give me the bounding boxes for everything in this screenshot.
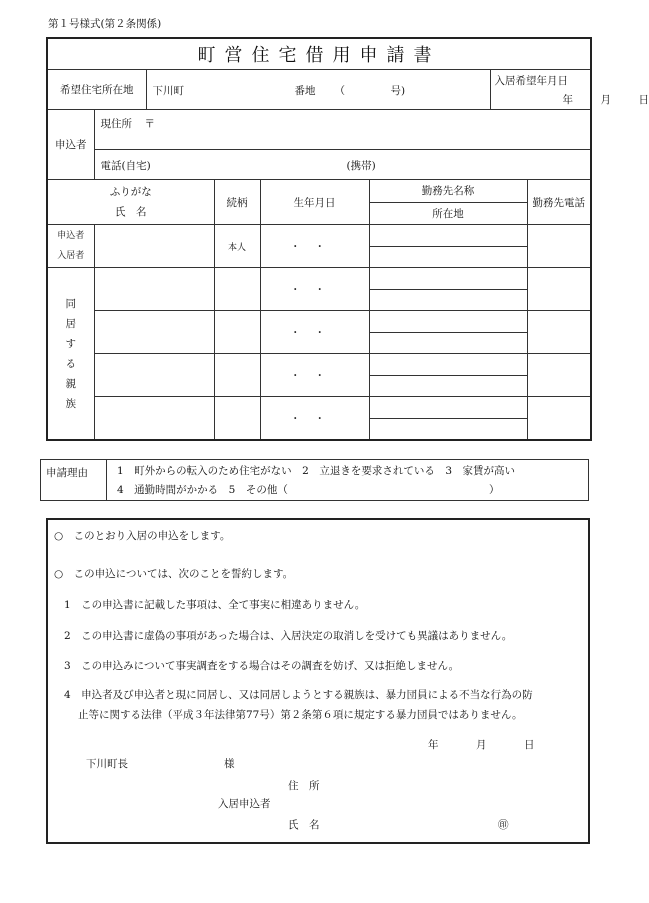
pledge-apply-line: ○ このとおり入居の申込をします。 [54, 530, 231, 542]
home-phone-label: 電話(自宅) [100, 160, 151, 172]
family-birth-date[interactable]: ・・ [260, 268, 369, 311]
workplace-header [369, 180, 527, 225]
reason-line-2: 4 通勤時間がかかる 5 その他（ [117, 484, 288, 496]
family-name-cell[interactable] [94, 397, 214, 441]
family-work-phone[interactable] [527, 311, 591, 354]
postal-mark: 〒 [144, 118, 155, 130]
pledge-box [46, 518, 590, 844]
seal-icon: ㊞ [498, 819, 509, 831]
family-work-phone[interactable] [527, 268, 591, 311]
furigana-label: ふりがな [109, 186, 152, 198]
year-label: 年 [562, 94, 573, 106]
applicant-name-label: 氏 名 [288, 819, 320, 831]
sign-month-label: 月 [476, 739, 487, 751]
pledge-item-4a: 4 申込者及び申込者と現に同居し、又は同居しようとする親族は、暴力団員による不当な行為の防 [64, 689, 533, 701]
family-char: 族 [65, 397, 76, 410]
applicant-label: 申込者 [47, 110, 94, 180]
mobile-phone-label: (携帯) [346, 160, 376, 172]
pledge-item-2: 2 この申込書に虚偽の事項があった場合は、入居決定の取消しを受けても異議はありません。 [64, 630, 513, 642]
move-in-date-label: 入居希望年月日 [494, 75, 568, 87]
family-workplace[interactable] [369, 268, 527, 311]
reason-options[interactable] [107, 460, 589, 501]
family-char: る [65, 357, 76, 370]
town-name: 下川町 [152, 85, 184, 97]
furigana-name-header [47, 180, 214, 225]
family-work-phone[interactable] [527, 354, 591, 397]
family-relation-cell[interactable] [214, 397, 260, 441]
family-char: 親 [65, 377, 76, 390]
self-relation: 本人 [214, 225, 260, 268]
family-workplace[interactable] [369, 311, 527, 354]
self-workplace[interactable] [369, 225, 527, 268]
form-number-note: 第１号様式(第２条関係) [48, 18, 162, 30]
self-name-cell[interactable] [94, 225, 214, 268]
self-work-phone[interactable] [527, 225, 591, 268]
family-birth-date[interactable]: ・・ [260, 354, 369, 397]
workplace-address-label: 所在地 [370, 202, 527, 225]
desired-location-label: 希望住宅所在地 [47, 70, 146, 110]
self-row-label [47, 225, 94, 268]
family-name-cell[interactable] [94, 354, 214, 397]
pledge-item-3: 3 この申込みについて事実調査をする場合はその調査を妨げ、又は拒絶しません。 [64, 660, 460, 672]
family-birth-date[interactable]: ・・ [260, 311, 369, 354]
mayor-label: 下川町長 [86, 758, 128, 770]
application-table [46, 37, 649, 441]
banchi-label: 番地 [294, 85, 316, 97]
family-relation-cell[interactable] [214, 311, 260, 354]
family-char: す [65, 337, 76, 350]
family-char: 居 [65, 317, 76, 330]
reason-label: 申請理由 [41, 460, 107, 501]
name-label: 氏 名 [115, 206, 147, 218]
relation-header: 続柄 [214, 180, 260, 225]
month-label: 月 [600, 94, 611, 106]
sama-label: 様 [224, 758, 235, 770]
move-in-date-field[interactable] [490, 70, 649, 110]
reason-paren-close: ） [489, 484, 500, 496]
family-workplace[interactable] [369, 397, 527, 441]
desired-location-field[interactable] [146, 70, 490, 110]
form-title: 町営住宅借用申請書 [47, 38, 591, 70]
workplace-name-label: 勤務先名称 [421, 185, 475, 198]
pledge-intro-line: ○ この申込については、次のことを誓約します。 [54, 568, 294, 580]
self-label-applicant: 申込者 [57, 231, 85, 241]
sign-year-label: 年 [428, 739, 439, 751]
pledge-item-1: 1 この申込書に記載した事項は、全て事実に相違ありません。 [64, 599, 366, 611]
family-birth-date[interactable]: ・・ [260, 397, 369, 441]
family-name-cell[interactable] [94, 268, 214, 311]
workplace-phone-header: 勤務先電話 [527, 180, 591, 225]
family-relation-cell[interactable] [214, 354, 260, 397]
family-label [47, 268, 94, 441]
family-name-cell[interactable] [94, 311, 214, 354]
go-label: 号) [390, 85, 406, 97]
self-birth-date[interactable]: ・・ [260, 225, 369, 268]
paren-open: （ [334, 85, 345, 97]
family-work-phone[interactable] [527, 397, 591, 441]
family-workplace[interactable] [369, 354, 527, 397]
current-address-label: 現住所 [100, 118, 132, 130]
birth-date-header: 生年月日 [260, 180, 369, 225]
resident-applicant-label: 入居申込者 [218, 798, 271, 810]
application-reason-table [40, 459, 589, 501]
self-label-resident: 入居者 [57, 251, 85, 261]
family-char: 同 [65, 297, 76, 310]
reason-line-1: 1 町外からの転入のため住宅がない 2 立退きを要求されている 3 家賃が高い [117, 465, 516, 477]
sign-day-label: 日 [524, 739, 535, 751]
pledge-item-4b: 止等に関する法律（平成３年法律第77号）第２条第６項に規定する暴力団員ではありません。 [78, 709, 523, 721]
current-address-field[interactable] [94, 110, 591, 150]
applicant-address-label: 住 所 [288, 780, 320, 792]
phone-field[interactable] [94, 150, 591, 180]
day-label: 日 [638, 94, 649, 106]
family-relation-cell[interactable] [214, 268, 260, 311]
